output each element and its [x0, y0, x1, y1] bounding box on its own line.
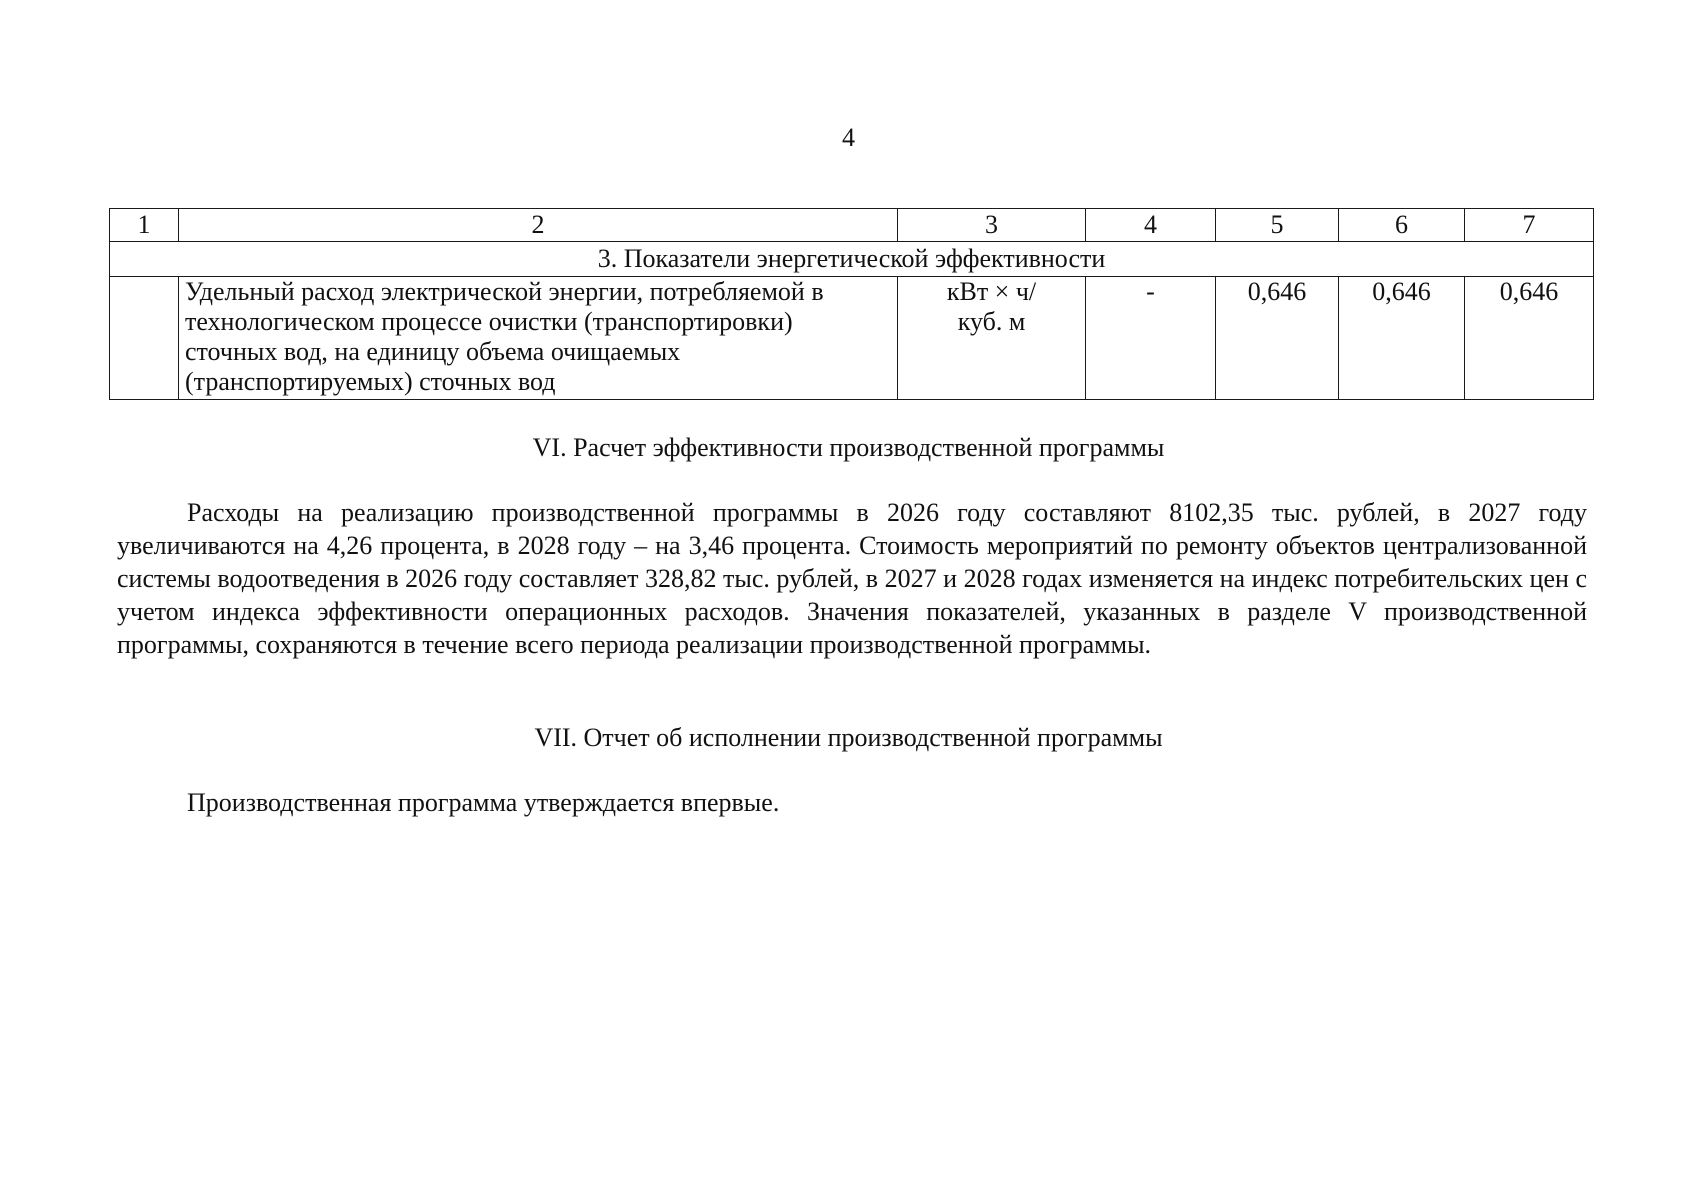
- indicator-description-cell: Удельный расход электрической энергии, потребляемой в технологическом процессе очистки (транспортировки) сточных вод, на единицу объема очищаемых (транспортируемых) сточных вод: [179, 277, 898, 400]
- column-number-cell: 3: [898, 209, 1086, 242]
- column-number-cell: 4: [1086, 209, 1216, 242]
- column-number-cell: 2: [179, 209, 898, 242]
- column-number-cell: 6: [1339, 209, 1465, 242]
- column-number-cell: 5: [1216, 209, 1339, 242]
- value-cell: -: [1086, 277, 1216, 400]
- indicators-table: [109, 208, 1594, 400]
- unit-line: кВт × ч/: [946, 277, 1037, 306]
- column-number-cell: 7: [1465, 209, 1594, 242]
- section-heading: VI. Расчет эффективности производственной программы: [532, 433, 1165, 462]
- table-row: [110, 277, 1594, 400]
- value-cell: 0,646: [1339, 277, 1465, 400]
- table-section-row: [110, 242, 1594, 277]
- section-paragraph: Расходы на реализацию производственной программы в 2026 году составляют 8102,35 тыс. рублей, в 2027 году увеличиваются на 4,26 процента, в 2028 году – на 3,46 процента. Стоимость мероприятий по ремонту объектов централизованной системы водоотведения в 2026 году составляет 328,82 тыс. рублей, в 2027 и 2028 годах изменяется на индекс потребительских цен с учетом индекса эффективности операционных расходов. Значения показателей, указанных в разделе V производственной программы, сохраняются в течение всего периода реализации производственной программы.: [117, 498, 1587, 659]
- value-cell: 0,646: [1465, 277, 1594, 400]
- unit-line: куб. м: [957, 307, 1026, 336]
- page-number: 4: [842, 123, 855, 152]
- column-number-row: [110, 209, 1594, 242]
- column-number-cell: 1: [110, 209, 179, 242]
- section-heading: VII. Отчет об исполнении производственной программы: [534, 723, 1163, 752]
- unit-cell: [898, 277, 1086, 400]
- table-section-title: 3. Показатели энергетической эффективности: [110, 242, 1594, 277]
- section-paragraph: Производственная программа утверждается впервые.: [187, 788, 780, 817]
- value-cell: 0,646: [1216, 277, 1339, 400]
- row-number-cell: [110, 277, 179, 400]
